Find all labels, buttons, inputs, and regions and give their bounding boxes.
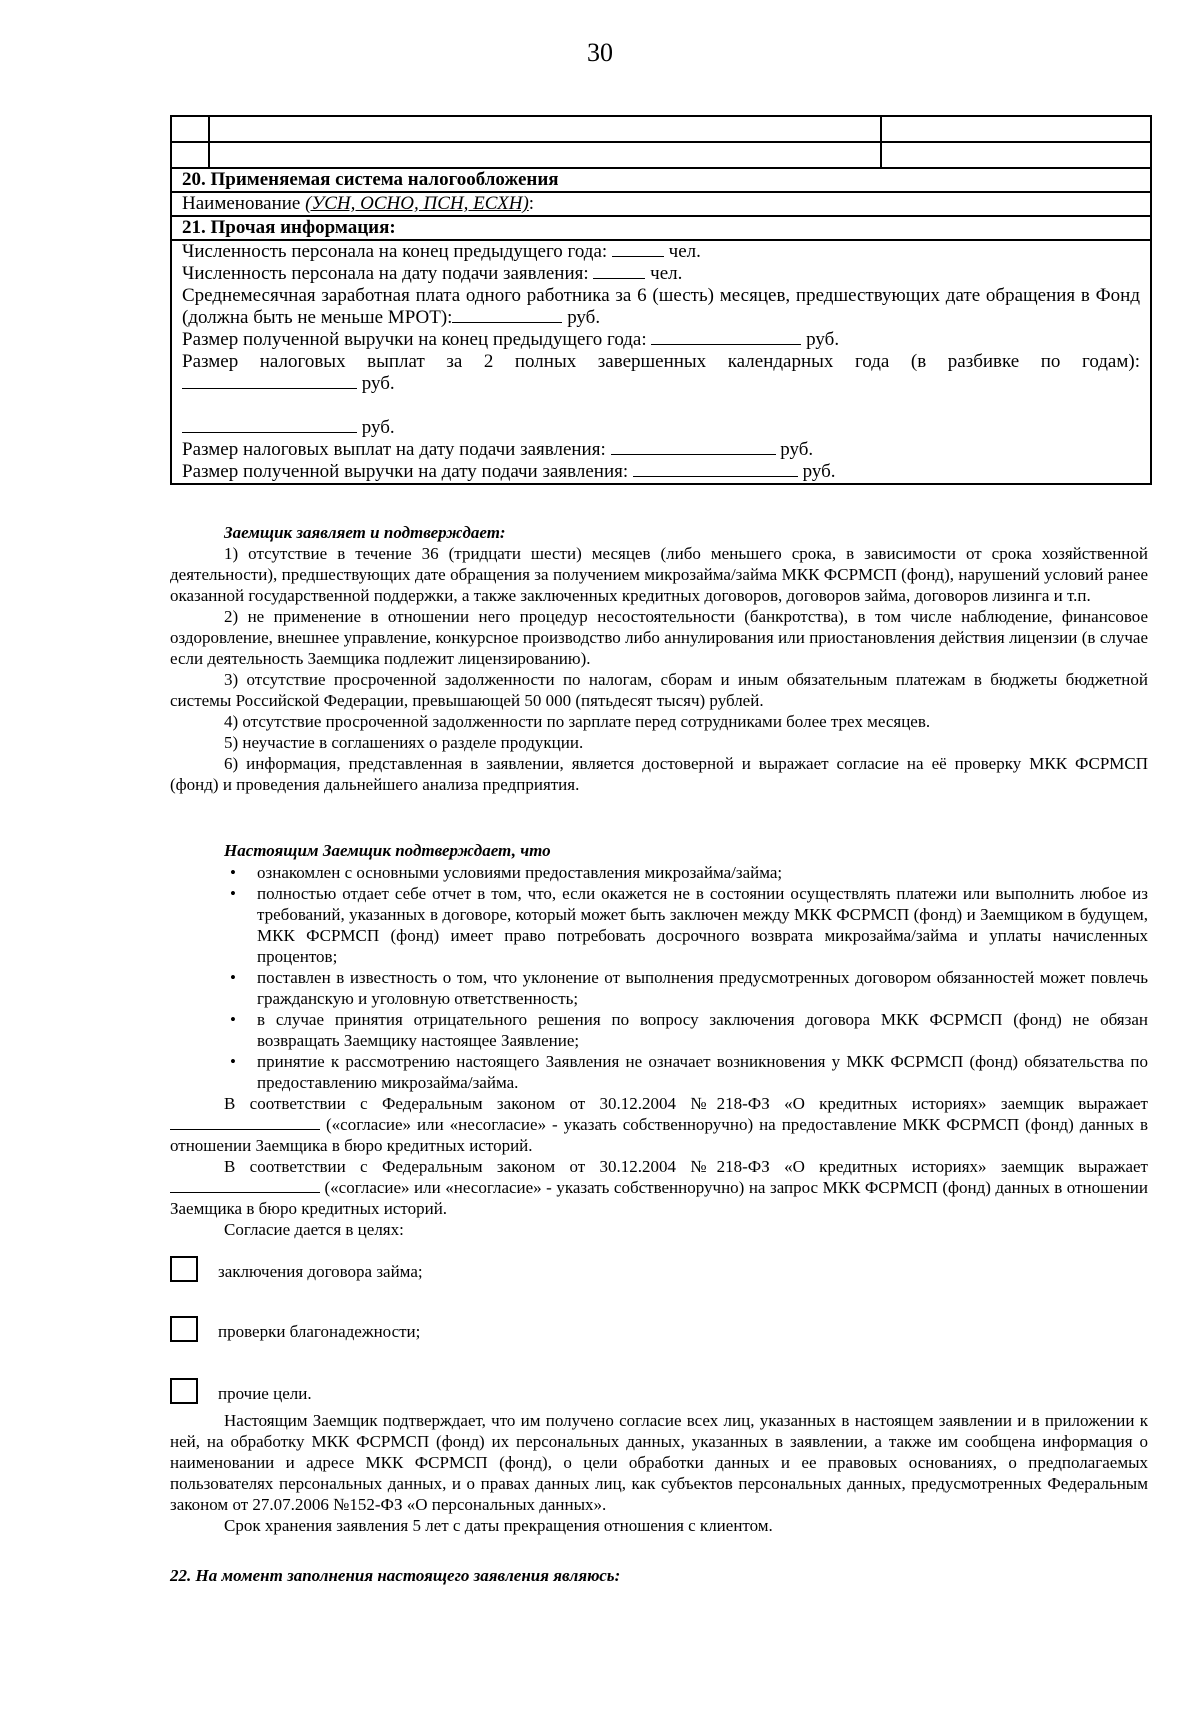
consent-text: («согласие» или «несогласие» - указать собственноручно) на предоставление МКК ФСРМСП (фонд) данных в отношении Заемщика в бюро кредитных историй. — [170, 1115, 1149, 1155]
list-item — [230, 1051, 1148, 1093]
tax-two-years-label: Размер налоговых выплат за 2 полных завершенных календарных года (в разбивке по годам): — [182, 351, 1140, 372]
purpose-option — [170, 1256, 423, 1282]
credit-consent-provide — [170, 1093, 1148, 1156]
taxation-colon: : — [528, 193, 535, 214]
avg-salary-row — [182, 285, 1140, 329]
other-info-body — [172, 241, 1150, 483]
tax-year-1-blank[interactable] — [182, 373, 357, 389]
currency: руб. — [361, 417, 395, 438]
purposes-label: Согласие дается в целях: — [224, 1220, 404, 1239]
declaration-item: 5) неучастие в соглашениях о разделе продукции. — [224, 733, 584, 752]
currency: руб. — [567, 307, 601, 328]
list-item-text: полностью отдает себе отчет в том, что, если окажется не в состоянии осуществлять платежи или выполнить любое из требований, указанных в договоре, который может быть заключен между МКК ФСРМСП (фонд) и Заемщиком в будущем, МКК ФСРМСП (фонд) имеет право потребовать досрочного возврата микрозайма/займа и уплаты начисленных процентов; — [257, 884, 1148, 966]
table-cell[interactable] — [208, 143, 882, 167]
declaration-item: 3) отсутствие просроченной задолженности по налогам, сборам и иным обязательным платежам в бюджеты бюджетной системы Российской Федерации, превышающей 50 000 (пятьдесят тысяч) рублей. — [170, 670, 1148, 710]
credit-consent-request — [170, 1156, 1148, 1219]
bullet-icon: • — [230, 863, 236, 882]
purpose-checkbox[interactable] — [170, 1256, 198, 1282]
revenue-application-row — [182, 461, 1140, 483]
page-number: 30 — [587, 38, 613, 67]
tax-application-row — [182, 439, 1140, 461]
currency: руб. — [806, 329, 840, 350]
list-item — [230, 1009, 1148, 1051]
taxation-label: Наименование — [182, 193, 301, 214]
revenue-application-blank[interactable] — [633, 461, 798, 477]
bullet-icon: • — [230, 1010, 236, 1029]
consent-text: («согласие» или «несогласие» - указать собственноручно) на запрос МКК ФСРМСП (фонд) данных в отношении Заемщика в бюро кредитных историй. — [170, 1178, 1149, 1218]
staff-application-blank[interactable] — [593, 263, 645, 279]
confirmation-list — [230, 862, 1148, 1093]
personal-data-block — [170, 1410, 1148, 1536]
currency: руб. — [361, 373, 395, 394]
purpose-checkbox[interactable] — [170, 1378, 198, 1404]
bullet-icon: • — [230, 1052, 236, 1071]
list-item-text: ознакомлен с основными условиями предоставления микрозайма/займа; — [257, 863, 783, 882]
staff-unit: чел. — [650, 263, 683, 284]
taxation-system-field[interactable] — [172, 193, 1150, 217]
table-cell[interactable] — [172, 117, 210, 141]
tax-year-2-blank[interactable] — [182, 417, 357, 433]
confirmation-heading-block — [170, 840, 1148, 861]
declaration-item: 1) отсутствие в течение 36 (тридцати шести) месяцев (либо меньшего срока, в зависимости от срока хозяйственной деятельности), предшествующих дате обращения за получением микрозайма/займа МКК ФСРМСП (фонд), нарушений условий ранее оказанной государственной поддержки, а также заключенных кредитных договоров, договоров займа, договоров лизинга и т.п. — [170, 544, 1148, 605]
declaration-block — [170, 522, 1148, 795]
section-22-heading: 22. На момент заполнения настоящего заявления являюсь: — [170, 1566, 621, 1585]
consent-text: В соответствии с Федеральным законом от 30.12.2004 №218-ФЗ «О кредитных историях» заемщик выражает — [224, 1157, 1148, 1176]
consent-request-blank[interactable] — [170, 1177, 320, 1193]
credit-history-consent-block — [170, 1093, 1148, 1240]
revenue-prev-year-blank[interactable] — [651, 329, 801, 345]
staff-unit: чел. — [668, 241, 701, 262]
consent-provide-blank[interactable] — [170, 1114, 320, 1130]
tax-application-blank[interactable] — [611, 439, 776, 455]
purpose-label: заключения договора займа; — [218, 1262, 423, 1281]
declaration-heading: Заемщик заявляет и подтверждает: — [224, 523, 506, 542]
section-20-title: 20. Применяемая система налогообложения — [172, 169, 1150, 193]
list-item-text: принятие к рассмотрению настоящего Заявления не означает возникновения у МКК ФСРМСП (фонд) обязательства по предоставлению микрозайма/займа. — [257, 1052, 1148, 1092]
declaration-item: 4) отсутствие просроченной задолженности по зарплате перед сотрудниками более трех месяцев. — [224, 712, 931, 731]
tax-two-years-row — [182, 351, 1140, 373]
confirmation-heading: Настоящим Заемщик подтверждает, что — [224, 841, 551, 860]
section-21-title: 21. Прочая информация: — [172, 217, 1150, 241]
list-item — [230, 967, 1148, 1009]
purpose-label: прочие цели. — [218, 1384, 312, 1403]
staff-application-label: Численность персонала на дату подачи заявления: — [182, 263, 589, 284]
tax-year-1-row — [182, 373, 1140, 395]
taxation-options: (УСН, ОСНО, ПСН, ЕСХН) — [305, 193, 529, 214]
staff-prev-year-row — [182, 241, 1140, 263]
list-item — [230, 883, 1148, 967]
staff-application-row — [182, 263, 1140, 285]
table-cell[interactable] — [172, 143, 210, 167]
applicant-info-table — [170, 115, 1152, 485]
list-item — [230, 862, 1148, 883]
empty-table-row — [172, 143, 1150, 169]
list-item-text: в случае принятия отрицательного решения по вопросу заключения договора МКК ФСРМСП (фонд) не обязан возвращать Заемщику настоящее Заявление; — [257, 1010, 1148, 1050]
spacer — [182, 395, 1140, 417]
staff-prev-year-blank[interactable] — [612, 241, 664, 257]
list-item-text: поставлен в известность о том, что уклонение от выполнения предусмотренных договором обязанностей может повлечь гражданскую и уголовную ответственность; — [257, 968, 1148, 1008]
bullet-icon: • — [230, 968, 236, 987]
purpose-option — [170, 1316, 420, 1342]
table-cell[interactable] — [208, 117, 882, 141]
tax-application-label: Размер налоговых выплат на дату подачи заявления: — [182, 439, 606, 460]
revenue-prev-year-row — [182, 329, 1140, 351]
storage-term: Срок хранения заявления 5 лет с даты прекращения отношения с клиентом. — [224, 1516, 773, 1535]
purpose-checkbox[interactable] — [170, 1316, 198, 1342]
personal-data-consent: Настоящим Заемщик подтверждает, что им получено согласие всех лиц, указанных в настоящем заявлении и в приложении к ней, на обработку МКК ФСРМСП (фонд) их персональных данных, указанных в заявлении, а также им сообщена информация о наименовании и адресе МКК ФСРМСП (фонд), о цели обработки данных и ее правовых основаниях, о предполагаемых пользователях персональных данных, и о правах данных лиц, как субъектов персональных данных, предусмотренных Федеральным законом от 27.07.2006 №152-ФЗ «О персональных данных». — [170, 1411, 1148, 1514]
declaration-item: 6) информация, представленная в заявлении, является достоверной и выражает согласие на её проверку МКК ФСРМСП (фонд) и проведения дальнейшего анализа предприятия. — [170, 754, 1148, 794]
section-22 — [170, 1565, 1148, 1586]
revenue-prev-year-label: Размер полученной выручки на конец предыдущего года: — [182, 329, 647, 350]
currency: руб. — [802, 461, 836, 482]
bullet-icon: • — [230, 884, 236, 903]
staff-prev-year-label: Численность персонала на конец предыдущего года: — [182, 241, 608, 262]
empty-table-row — [172, 117, 1150, 143]
purpose-option — [170, 1378, 312, 1404]
avg-salary-label: Среднемесячная заработная плата одного работника за 6 (шесть) месяцев, предшествующих дате обращения в Фонд (должна быть не меньше МРОТ): — [182, 285, 1140, 328]
revenue-application-label: Размер полученной выручки на дату подачи заявления: — [182, 461, 629, 482]
consent-text: В соответствии с Федеральным законом от 30.12.2004 №218-ФЗ «О кредитных историях» заемщик выражает — [224, 1094, 1148, 1113]
purpose-label: проверки благонадежности; — [218, 1322, 421, 1341]
currency: руб. — [780, 439, 814, 460]
declaration-item: 2) не применение в отношении него процедур несостоятельности (банкротства), в том числе наблюдение, финансовое оздоровление, внешнее управление, конкурсное производство либо аннулирования или приостановления действия лицензии (в случае если деятельность Заемщика подлежит лицензированию). — [170, 607, 1148, 668]
avg-salary-blank[interactable] — [452, 307, 562, 323]
tax-year-2-row — [182, 417, 1140, 439]
